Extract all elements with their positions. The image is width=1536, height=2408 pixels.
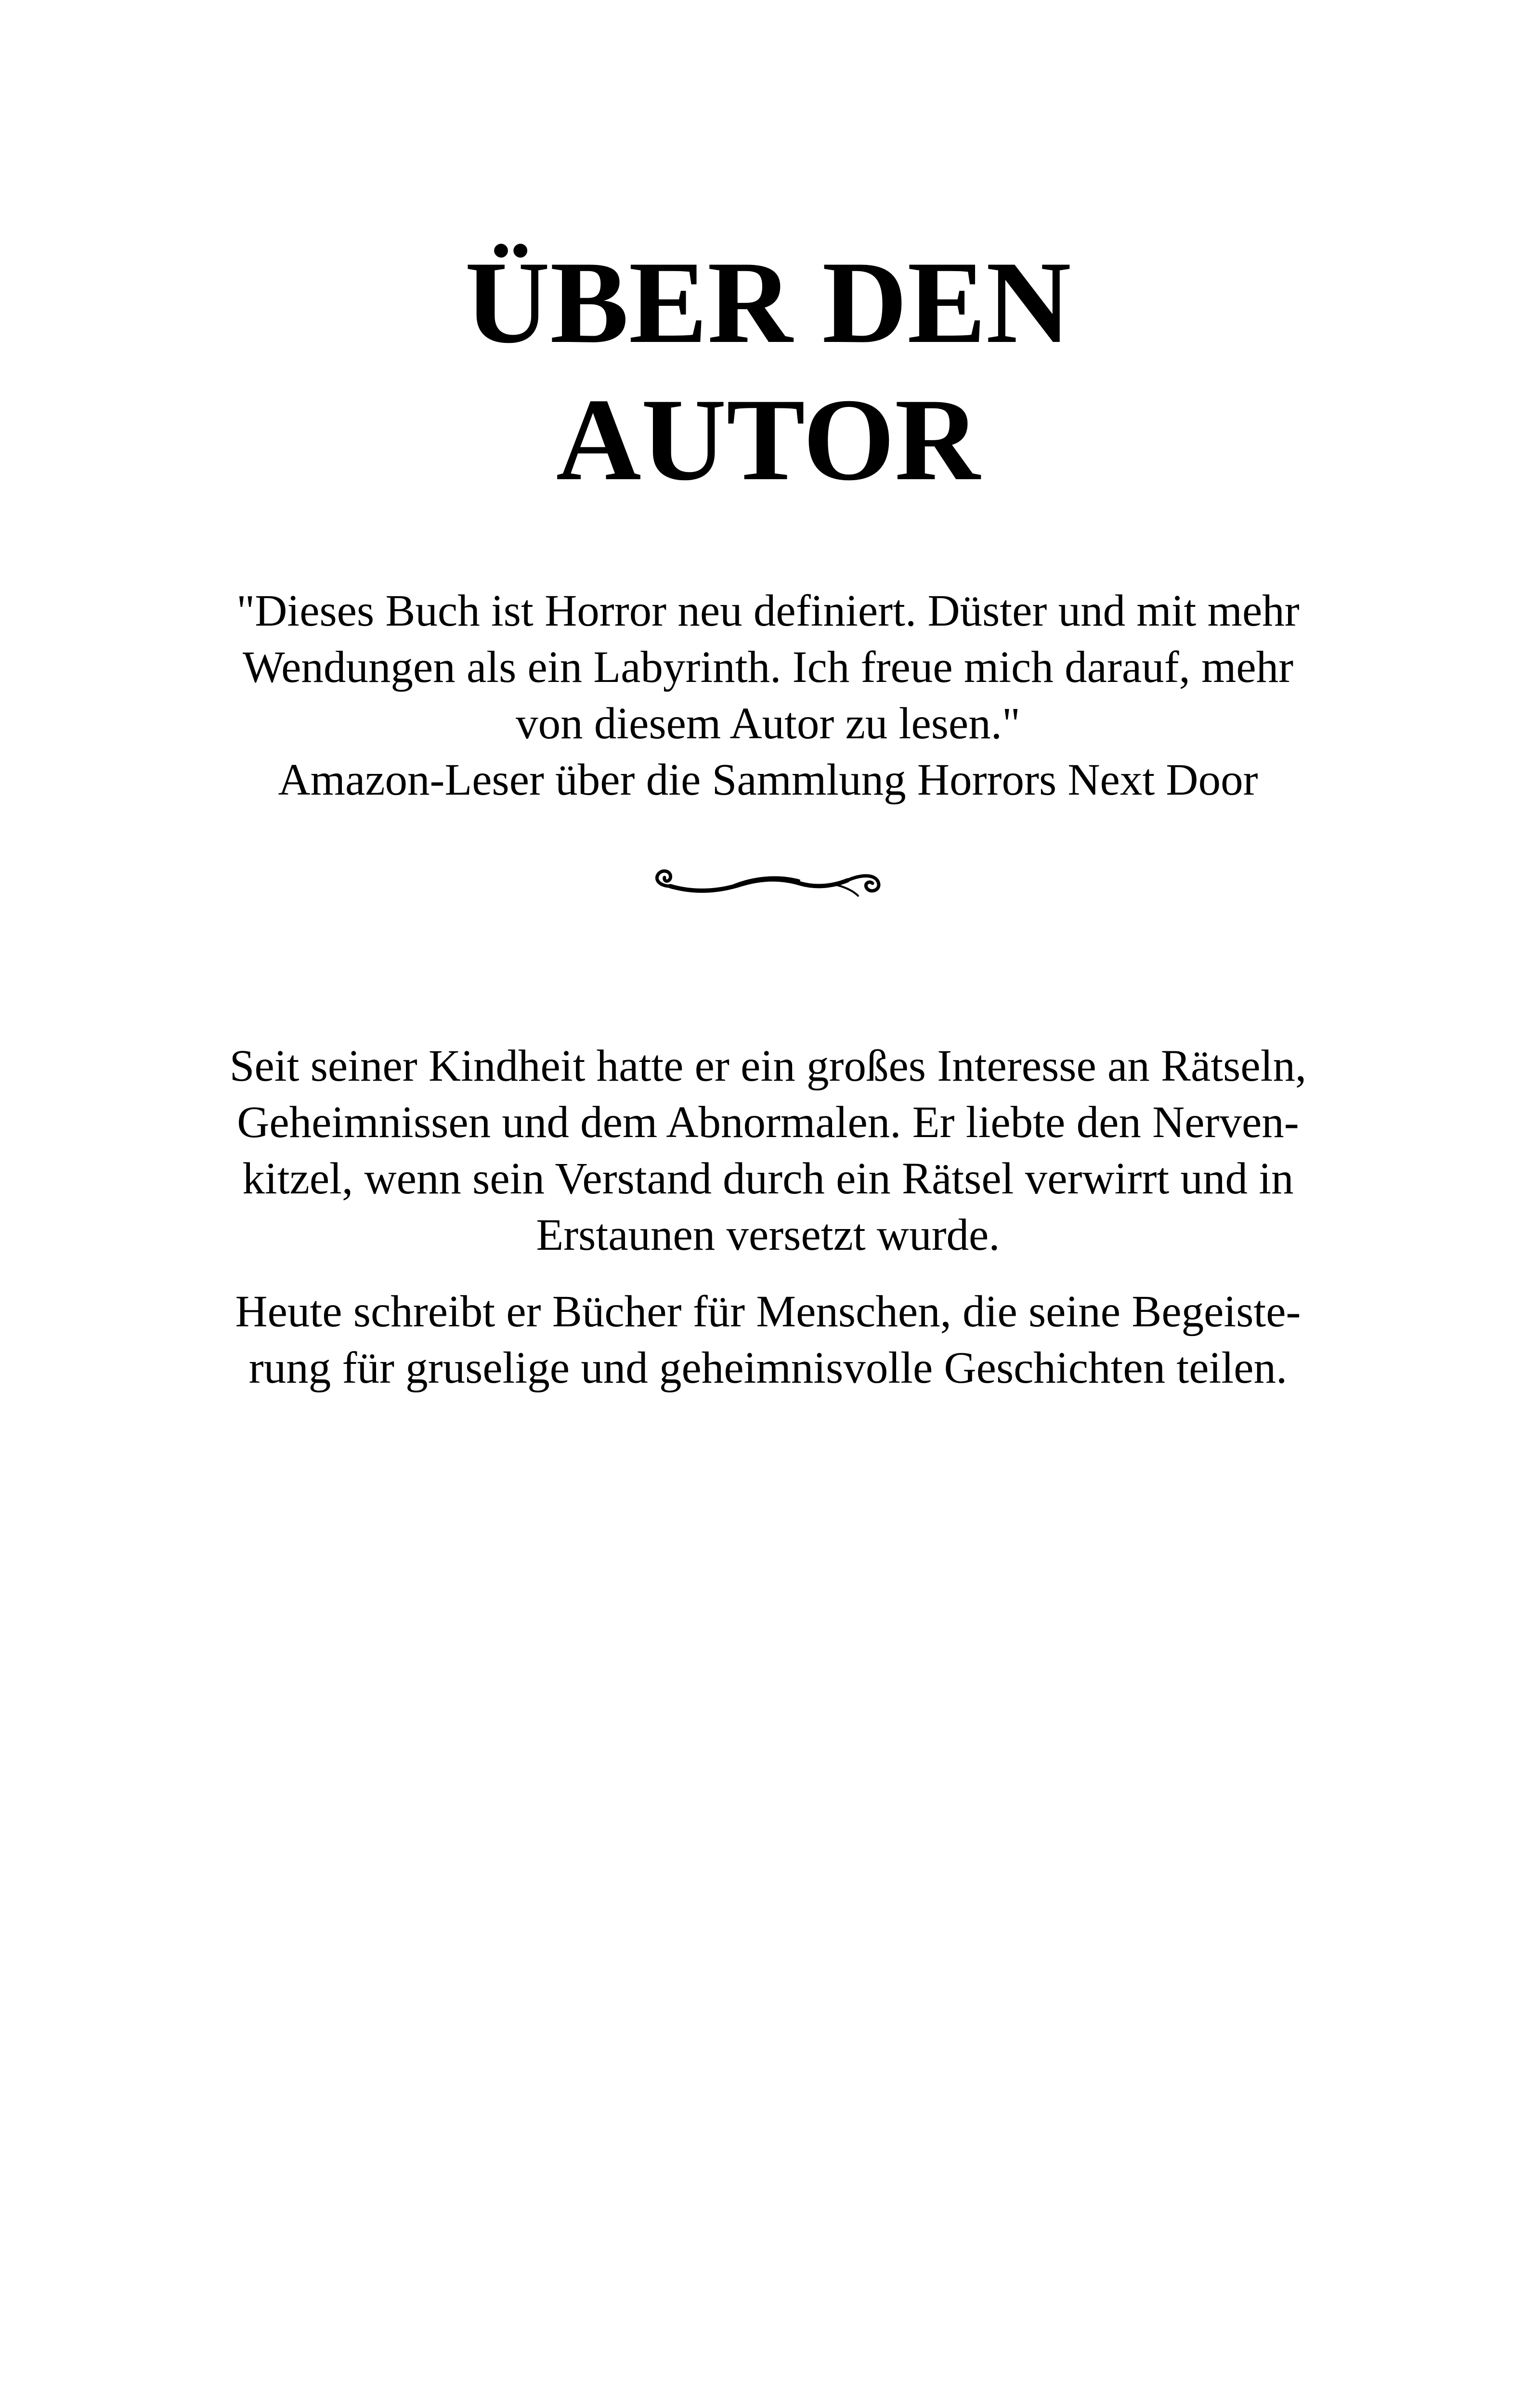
- bio-line: Seit seiner Kindheit hatte er ein großes Interesse an Rätseln,: [229, 1041, 1307, 1091]
- quote-line: Wendungen als ein Labyrinth. Ich freue mich darauf, mehr: [242, 642, 1294, 692]
- quote-attribution: Amazon-Leser über die Sammlung Horrors Next Door: [278, 755, 1258, 805]
- bio-line: Erstaunen versetzt wurde.: [536, 1210, 1000, 1260]
- quote-line: "Dieses Buch ist Horror neu definiert. Düster und mit mehr: [236, 586, 1300, 636]
- review-quote: [212, 583, 1324, 808]
- bio-paragraph-1: [207, 1038, 1329, 1263]
- bio-line: kitzel, wenn sein Verstand durch ein Rätsel verwirrt und in: [242, 1154, 1294, 1204]
- bio-paragraph-2: [207, 1283, 1329, 1396]
- bio-line: Heute schreibt er Bücher für Menschen, die seine Begeiste-: [235, 1287, 1301, 1336]
- bio-line: Geheimnissen und dem Abnormalen. Er liebte den Nerven-: [237, 1098, 1299, 1147]
- page-title-line-1: ÜBER DEN: [465, 237, 1071, 367]
- flourish-divider-icon: [640, 852, 896, 910]
- quote-line: von diesem Autor zu lesen.": [516, 699, 1020, 748]
- page-title-line-2: AUTOR: [556, 374, 980, 505]
- bio-line: rung für gruselige und geheimnisvolle Geschichten teilen.: [248, 1343, 1288, 1393]
